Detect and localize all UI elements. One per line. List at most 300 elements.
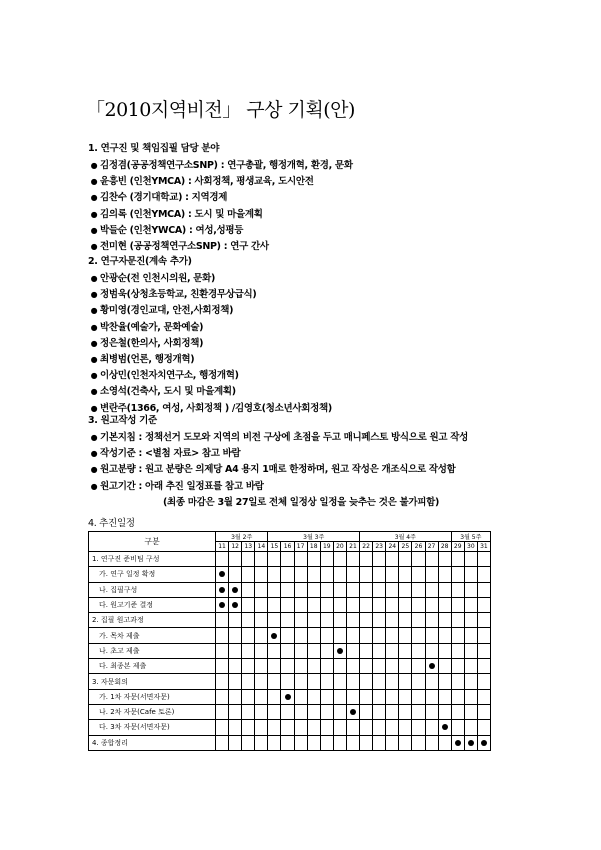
schedule-cell [399,659,412,674]
schedule-row-label: 1. 연구진 준비팀 구성 [89,552,216,567]
schedule-cell [386,735,399,750]
list-item: ● 소영석(건축사, 도시 및 마을계획) [88,384,332,400]
schedule-cell [216,735,229,750]
week-header: 3월 4주 [360,532,452,542]
schedule-cell [412,552,425,567]
schedule-cell [438,613,451,628]
schedule-cell [255,582,268,597]
schedule-cell [399,582,412,597]
schedule-cell [464,628,477,643]
schedule-cell [229,735,242,750]
schedule-cell [320,659,333,674]
schedule-cell [268,720,281,735]
schedule-cell [451,659,464,674]
schedule-cell [464,567,477,582]
schedule-row [89,643,491,658]
schedule-cell [360,735,373,750]
schedule-cell [360,582,373,597]
schedule-mark-icon [337,648,343,654]
schedule-cell [216,628,229,643]
schedule-cell [373,689,386,704]
list-item: ● 김의록 (인천YMCA) : 도시 및 마을계획 [88,207,353,223]
day-header: 22 [360,542,373,552]
schedule-cell [281,613,294,628]
schedule-cell [438,643,451,658]
schedule-cell [477,735,490,750]
schedule-cell [294,552,307,567]
schedule-cell [346,735,359,750]
schedule-cell [216,613,229,628]
schedule-cell [216,567,229,582]
schedule-cell [294,704,307,719]
schedule-cell [268,597,281,612]
schedule-mark-icon [219,602,225,608]
schedule-cell [281,628,294,643]
schedule-row [89,720,491,735]
schedule-cell [373,567,386,582]
day-header: 12 [229,542,242,552]
schedule-cell [333,689,346,704]
schedule-cell [477,552,490,567]
schedule-cell [386,659,399,674]
schedule-cell [242,567,255,582]
schedule-cell [360,567,373,582]
schedule-cell [281,659,294,674]
column-header: 구분 [89,532,216,552]
schedule-cell [386,628,399,643]
schedule-cell [438,628,451,643]
schedule-cell [386,674,399,689]
page-title: 「2010지역비전」 구상 기획(안) [86,99,355,121]
schedule-cell [333,659,346,674]
schedule-cell [255,613,268,628]
schedule-cell [451,735,464,750]
schedule-cell [229,720,242,735]
list-item: ● 변란주(1366, 여성, 사회정책 ) /김영호(청소년사회정책) [88,401,332,417]
schedule-cell [229,582,242,597]
schedule-cell [320,735,333,750]
schedule-cell [438,720,451,735]
schedule-cell [268,567,281,582]
schedule-cell [333,628,346,643]
schedule-cell [386,643,399,658]
schedule-cell [346,720,359,735]
schedule-cell [216,689,229,704]
bullet-icon: ● [90,465,98,475]
schedule-cell [373,552,386,567]
day-header: 31 [477,542,490,552]
schedule-cell [242,689,255,704]
schedule-cell [346,674,359,689]
schedule-cell [229,643,242,658]
schedule-cell [255,597,268,612]
schedule-cell [360,659,373,674]
schedule-cell [307,597,320,612]
schedule-cell [477,582,490,597]
list-item: ● 원고기간 : 아래 추진 일정표를 참고 바람 [88,479,468,495]
day-header: 25 [399,542,412,552]
bullet-icon: ● [90,241,98,251]
schedule-cell [464,704,477,719]
day-header: 29 [451,542,464,552]
schedule-cell [346,552,359,567]
schedule-cell [451,613,464,628]
schedule-cell [216,704,229,719]
week-header: 3월 5주 [451,532,490,542]
schedule-cell [386,720,399,735]
schedule-cell [399,735,412,750]
schedule-cell [386,613,399,628]
schedule-cell [438,704,451,719]
schedule-cell [425,643,438,658]
schedule-cell [346,659,359,674]
schedule-cell [229,674,242,689]
schedule-cell [438,567,451,582]
schedule-cell [425,628,438,643]
schedule-cell [373,582,386,597]
schedule-cell [386,689,399,704]
schedule-cell [477,659,490,674]
schedule-cell [412,613,425,628]
schedule-group-row [89,613,491,628]
schedule-cell [294,643,307,658]
schedule-cell [412,689,425,704]
day-header: 17 [294,542,307,552]
schedule-cell [451,643,464,658]
section-heading: 2. 연구자문진(계속 추가) [88,256,192,267]
schedule-cell [268,659,281,674]
schedule-cell [294,735,307,750]
day-header: 23 [373,542,386,552]
schedule-cell [281,720,294,735]
schedule-cell [281,689,294,704]
schedule-cell [281,582,294,597]
list-item: ● 원고분량 : 원고 분량은 의제당 A4 용지 1매로 한정하며, 원고 작성은 개조식으로 작성함 [88,462,468,478]
schedule-cell [360,689,373,704]
schedule-cell [425,659,438,674]
schedule-cell [438,689,451,704]
schedule-cell [216,674,229,689]
schedule-cell [425,689,438,704]
schedule-cell [477,704,490,719]
schedule-cell [242,552,255,567]
list-item: ● 윤흥빈 (인천YMCA) : 사회정책, 평생교육, 도시안전 [88,174,353,190]
section-manuscript-criteria [88,412,468,511]
schedule-cell [307,643,320,658]
schedule-cell [425,720,438,735]
schedule-cell [307,704,320,719]
schedule-mark-icon [429,663,435,669]
schedule-cell [320,643,333,658]
schedule-cell [294,628,307,643]
bullet-icon: ● [90,354,98,364]
list-item: ● 정은철(한의사, 사회정책) [88,336,332,352]
schedule-row-label: 4. 종합정리 [89,735,216,750]
day-header: 19 [320,542,333,552]
schedule-cell [333,552,346,567]
schedule-cell [360,628,373,643]
schedule-cell [386,552,399,567]
schedule-cell [373,659,386,674]
schedule-cell [320,567,333,582]
list-item: ● 최병범(언론, 행정개혁) [88,352,332,368]
schedule-cell [281,735,294,750]
schedule-row-label: 가. 연구 일정 확정 [89,567,216,582]
schedule-cell [229,628,242,643]
schedule-cell [412,720,425,735]
schedule-cell [412,567,425,582]
schedule-cell [346,704,359,719]
schedule-cell [333,643,346,658]
schedule-cell [307,659,320,674]
day-header: 20 [333,542,346,552]
schedule-cell [360,643,373,658]
schedule-cell [307,552,320,567]
bullet-icon: ● [90,403,98,413]
schedule-cell [294,582,307,597]
schedule-cell [464,643,477,658]
schedule-row [89,567,491,582]
schedule-cell [399,674,412,689]
schedule-cell [229,567,242,582]
schedule-cell [425,704,438,719]
schedule-cell [307,720,320,735]
schedule-cell [360,704,373,719]
schedule-cell [242,613,255,628]
deadline-note: (최종 마감은 3월 27일로 전체 일정상 일정을 늦추는 것은 불가피함) [163,496,440,508]
schedule-cell [399,689,412,704]
schedule-cell [294,720,307,735]
schedule-cell [281,643,294,658]
schedule-cell [464,613,477,628]
week-header: 3월 2주 [216,532,268,542]
bullet-icon: ● [90,290,98,300]
schedule-cell [451,628,464,643]
schedule-cell [229,613,242,628]
schedule-cell [229,689,242,704]
schedule-cell [438,597,451,612]
schedule-cell [412,735,425,750]
list-item: ● 전미현 (공공정책연구소SNP) : 연구 간사 [88,239,353,255]
schedule-cell [425,735,438,750]
schedule-cell [255,628,268,643]
schedule-cell [333,597,346,612]
schedule-cell [451,720,464,735]
schedule-cell [373,613,386,628]
schedule-cell [281,704,294,719]
list-item: ● 안광순(전 인천시의원, 문화) [88,271,332,287]
schedule-cell [242,674,255,689]
schedule-cell [242,582,255,597]
schedule-cell [477,720,490,735]
schedule-cell [333,704,346,719]
schedule-cell [464,689,477,704]
schedule-mark-icon [481,740,487,746]
schedule-cell [307,735,320,750]
schedule-cell [464,597,477,612]
schedule-cell [425,613,438,628]
schedule-cell [255,735,268,750]
schedule-cell [294,613,307,628]
schedule-group-row [89,552,491,567]
day-header: 13 [242,542,255,552]
schedule-cell [438,735,451,750]
schedule-mark-icon [455,740,461,746]
bullet-icon: ● [90,274,98,283]
schedule-cell [216,643,229,658]
schedule-row [89,704,491,719]
schedule-cell [333,720,346,735]
schedule-cell [255,720,268,735]
day-header: 14 [255,542,268,552]
day-header: 26 [412,542,425,552]
schedule-cell [307,613,320,628]
schedule-cell [464,720,477,735]
bullet-icon: ● [90,177,98,187]
schedule-cell [255,704,268,719]
schedule-group-row [89,674,491,689]
schedule-cell [242,704,255,719]
schedule-cell [412,597,425,612]
schedule-cell [320,674,333,689]
schedule-cell [464,582,477,597]
schedule-cell [294,597,307,612]
schedule-cell [229,659,242,674]
schedule-cell [477,613,490,628]
schedule-cell [307,628,320,643]
schedule-cell [268,628,281,643]
day-header: 24 [386,542,399,552]
schedule-cell [255,643,268,658]
schedule-cell [216,582,229,597]
bullet-icon: ● [90,387,98,397]
schedule-row-label: 다. 3차 자문(서면자문) [89,720,216,735]
day-header: 21 [346,542,359,552]
schedule-cell [438,674,451,689]
schedule-cell [346,613,359,628]
bullet-icon: ● [90,193,98,203]
day-header: 15 [268,542,281,552]
schedule-row [89,628,491,643]
schedule-cell [360,597,373,612]
schedule-mark-icon [219,587,225,593]
schedule-cell [451,689,464,704]
schedule-cell [360,720,373,735]
list-item: ● 기본지침 : 정책선거 도모와 지역의 비전 구상에 초점을 두고 매니페스토 방식으로 원고 작성 [88,430,468,446]
schedule-mark-icon [350,709,356,715]
schedule-cell [242,735,255,750]
schedule-cell [281,552,294,567]
schedule-cell [242,720,255,735]
schedule-cell [386,704,399,719]
schedule-cell [464,735,477,750]
schedule-row [89,597,491,612]
list-item: ● 황미영(경인교대, 안전,사회정책) [88,303,332,319]
schedule-cell [360,674,373,689]
schedule-mark-icon [271,633,277,639]
schedule-cell [333,582,346,597]
bullet-icon: ● [90,209,98,219]
day-header: 16 [281,542,294,552]
schedule-mark-icon [232,587,238,593]
schedule-cell [373,674,386,689]
schedule-cell [242,643,255,658]
schedule-cell [333,735,346,750]
schedule-cell [451,597,464,612]
schedule-cell [268,674,281,689]
schedule-cell [346,643,359,658]
schedule-group-row [89,735,491,750]
schedule-cell [412,628,425,643]
schedule-cell [386,567,399,582]
schedule-cell [268,689,281,704]
schedule-cell [399,720,412,735]
schedule-cell [333,567,346,582]
schedule-cell [255,567,268,582]
schedule-cell [477,597,490,612]
bullet-icon: ● [90,449,98,459]
schedule-cell [281,567,294,582]
schedule-cell [268,643,281,658]
schedule-cell [451,567,464,582]
schedule-cell [425,674,438,689]
list-item: ● 김정겸(공공정책연구소SNP) : 연구총괄, 행정개혁, 환경, 문화 [88,158,353,174]
schedule-cell [477,567,490,582]
schedule-cell [412,582,425,597]
schedule-cell [346,567,359,582]
schedule-cell [399,567,412,582]
schedule-row-label: 2. 집필 원고과정 [89,613,216,628]
schedule-cell [451,704,464,719]
schedule-cell [320,613,333,628]
list-item: ● 작성기준 : <별첨 자료> 참고 바람 [88,446,468,462]
schedule-cell [451,552,464,567]
schedule-row [89,689,491,704]
schedule-cell [255,659,268,674]
day-header: 30 [464,542,477,552]
schedule-cell [229,552,242,567]
schedule-cell [255,552,268,567]
schedule-cell [216,597,229,612]
schedule-row-label: 가. 1차 자문(서면자문) [89,689,216,704]
schedule-cell [320,689,333,704]
schedule-cell [268,735,281,750]
schedule-row-label: 다. 최종본 제출 [89,659,216,674]
schedule-cell [477,674,490,689]
schedule-cell [294,674,307,689]
schedule-cell [346,597,359,612]
schedule-cell [412,643,425,658]
schedule-cell [399,613,412,628]
list-item: ● 이상민(인천자치연구소, 행정개혁) [88,368,332,384]
schedule-cell [386,597,399,612]
schedule-cell [373,704,386,719]
schedule-cell [229,704,242,719]
schedule-cell [333,674,346,689]
schedule-cell [307,689,320,704]
schedule-cell [346,582,359,597]
schedule-cell [399,597,412,612]
schedule-cell [451,674,464,689]
schedule-row [89,659,491,674]
schedule-cell [268,582,281,597]
schedule-cell [386,582,399,597]
schedule-cell [307,567,320,582]
schedule-cell [333,613,346,628]
schedule-cell [412,659,425,674]
schedule-cell [451,582,464,597]
schedule-cell [464,552,477,567]
